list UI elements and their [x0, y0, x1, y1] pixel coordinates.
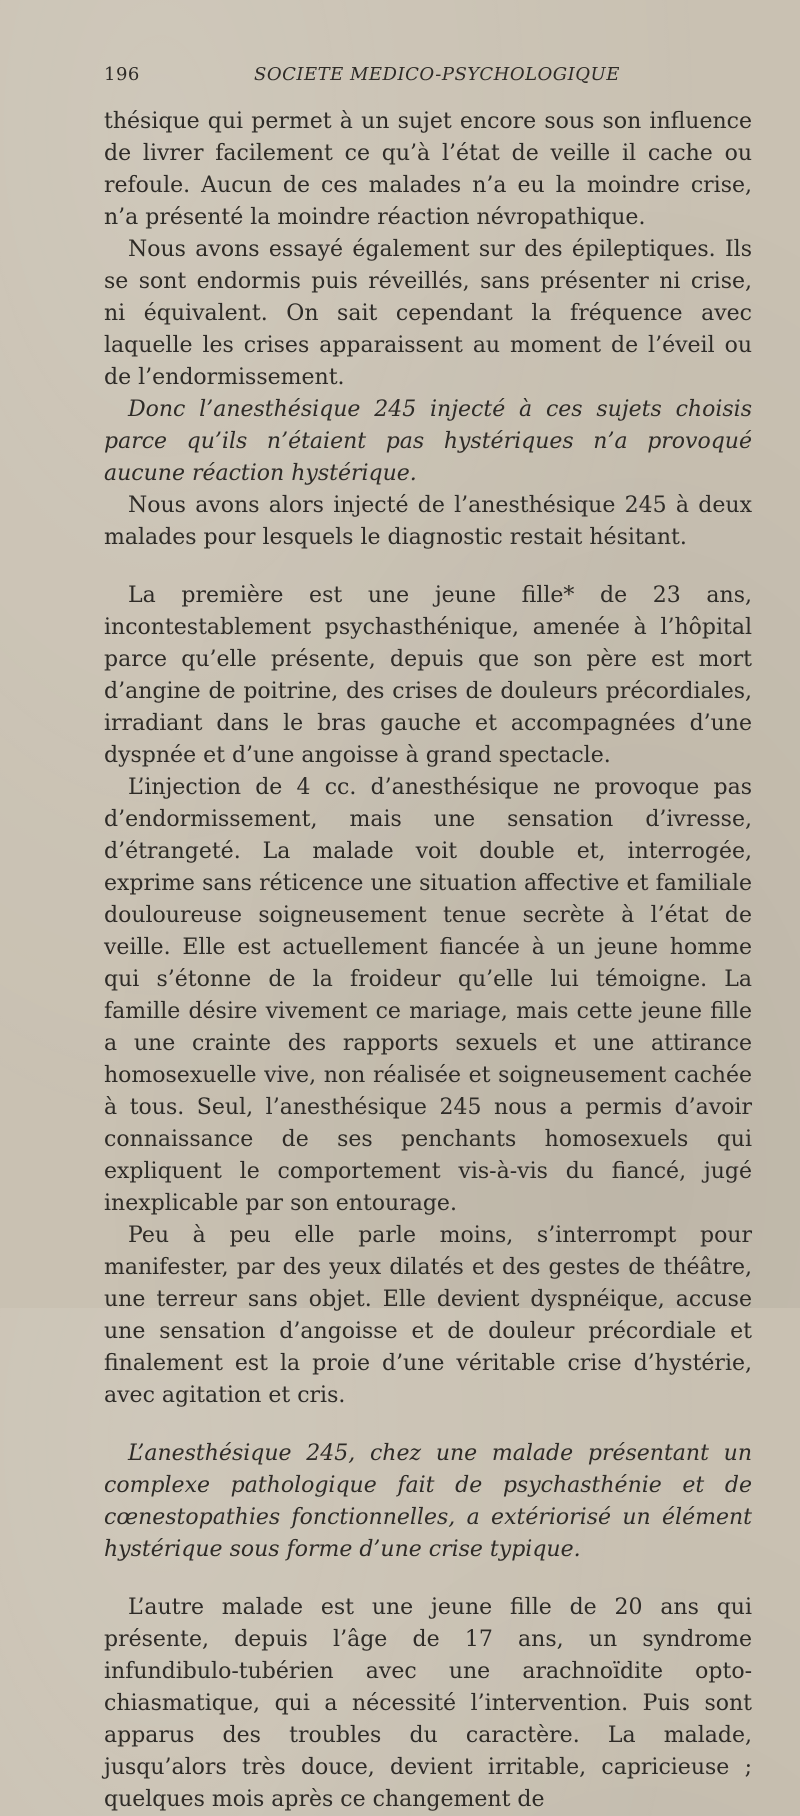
paragraph: Nous avons alors injecté de l’anesthésique 245 à deux malades pour lesquels le diagnostic restait hésitant.	[104, 493, 752, 550]
paragraph-italic: Donc l’anesthésique 245 injecté à ces sujets choisis parce qu’ils n’étaient pas hystériques n’a provoqué aucune réaction hystérique.	[104, 397, 752, 486]
paragraph: La première est une jeune fille* de 23 ans, incontestablement psychasthénique, amenée à l’hôpital parce qu’elle présente, depuis que son père est mort d’angine de poitrine, des crises de douleurs précordiales, irradiant dans le bras gauche et accompagnées d’une dyspnée et d’une angoisse à grand spectacle.	[104, 583, 752, 768]
page-header	[104, 64, 744, 94]
section-gap	[104, 554, 752, 580]
section-gap	[104, 1412, 752, 1438]
paragraph: Peu à peu elle parle moins, s’interrompt pour manifester, par des yeux dilatés et des gestes de théâtre, une terreur sans objet. Elle devient dyspnéique, accuse une sensation d’angoisse et de douleur précordiale et finalement est la proie d’une véritable crise d’hystérie, avec agitation et cris.	[104, 1223, 752, 1408]
page-number: 196	[104, 64, 140, 85]
running-title: SOCIETE MEDICO-PSYCHOLOGIQUE	[254, 64, 620, 85]
section-gap	[104, 1566, 752, 1592]
paragraph: Nous avons essayé également sur des épileptiques. Ils se sont endormis puis réveillés, sans présenter ni crise, ni équivalent. On sait cependant la fréquence avec laquelle les crises apparaissent au moment de l’éveil ou de l’endormissement.	[104, 237, 752, 390]
paragraph: L’injection de 4 cc. d’anesthésique ne provoque pas d’endormissement, mais une sensation d’ivresse, d’étrangeté. La malade voit double et, interrogée, exprime sans réticence une situation affective et familiale douloureuse soigneusement tenue secrète à l’état de veille. Elle est actuellement fiancée à un jeune homme qui s’étonne de la froideur qu’elle lui témoigne. La famille désire vivement ce mariage, mais cette jeune fille a une crainte des rapports sexuels et une attirance homosexuelle vive, non réalisée et soigneusement cachée à tous. Seul, l’anesthésique 245 nous a permis d’avoir connaissance de ses penchants homosexuels qui expliquent le comportement vis-à-vis du fiancé, jugé inexplicable par son entourage.	[104, 775, 752, 1216]
paragraph-italic: L’anesthésique 245, chez une malade présentant un complexe pathologique fait de psychasthénie et de cœnestopathies fonctionnelles, a extériorisé un élément hystérique sous forme d’une crise typique.	[104, 1441, 752, 1562]
paragraph: thésique qui permet à un sujet encore sous son influence de livrer facilement ce qu’à l’état de veille il cache ou refoule. Aucun de ces malades n’a eu la moindre crise, n’a présenté la moindre réaction névropathique.	[104, 109, 752, 230]
body-text	[104, 106, 752, 1816]
paragraph: L’autre malade est une jeune fille de 20 ans qui présente, depuis l’âge de 17 ans, un syndrome infundibulo-tubérien avec une arachnoïdite opto-chiasmatique, qui a nécessité l’intervention. Puis sont apparus des troubles du caractère. La malade, jusqu’alors très douce, devient irritable, capricieuse ; quelques mois après ce changement de	[104, 1595, 752, 1812]
